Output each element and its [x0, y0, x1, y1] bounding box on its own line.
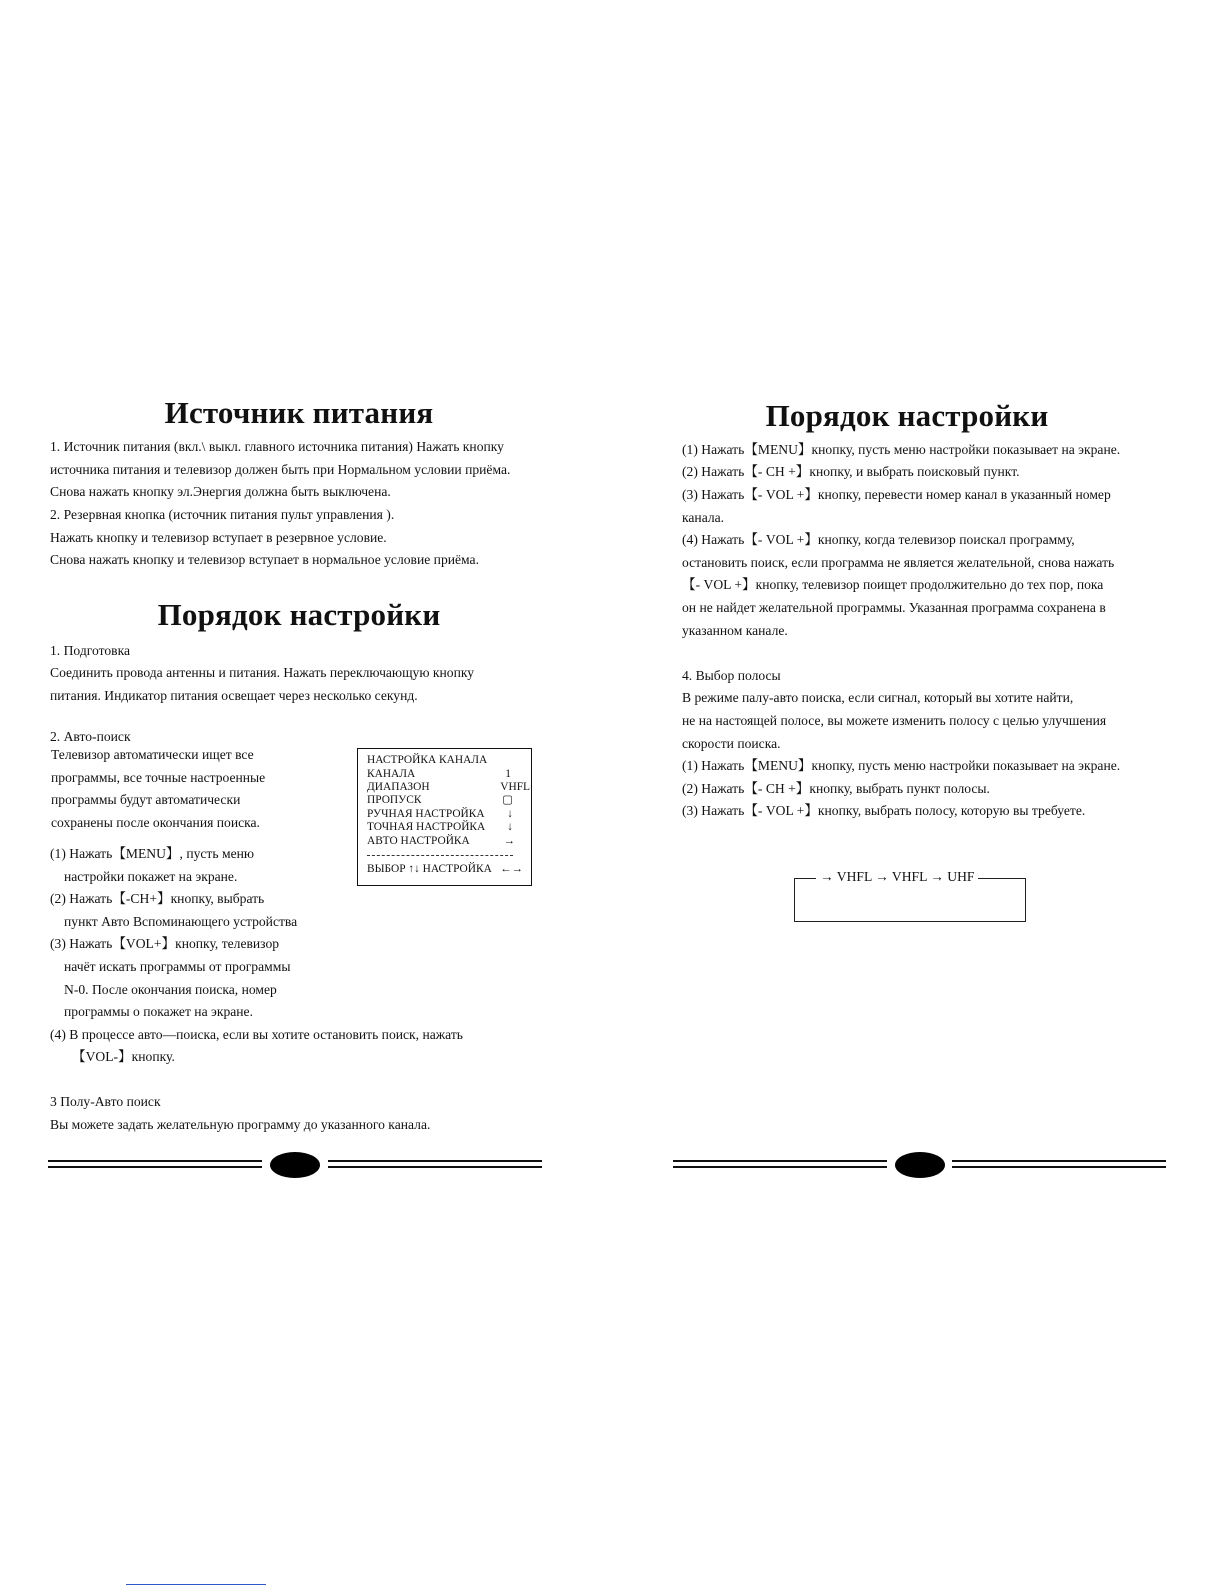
auto-heading: 2. Авто-поиск — [50, 729, 131, 744]
prep-line-1: 1. Подготовка — [50, 643, 130, 658]
setup-title-left: Порядок настройки — [157, 597, 441, 632]
footer-rule — [952, 1160, 1166, 1168]
menu-row-band — [367, 781, 530, 795]
band-desc-3: скорости поиска. — [682, 736, 781, 751]
band-cycle-label: → VHFL → VHFL → UHF — [816, 869, 978, 885]
footer-rule — [673, 1160, 887, 1168]
page-number-oval — [895, 1152, 945, 1178]
power-line-4: 2. Резервная кнопка (источник питания пульт управления ). — [50, 507, 395, 522]
step-a-4d: он не найдет желательной программы. Указанная программа сохранена в — [682, 600, 1106, 615]
menu-row-label: КАНАЛА — [367, 768, 416, 780]
power-line-1: 1. Источник питания (вкл.\ выкл. главного источника питания) Нажать кнопку — [50, 439, 504, 454]
arrow-down-icon: ↓ — [507, 808, 513, 820]
step-a-3b: канала. — [682, 510, 725, 525]
step-a-1: (1) Нажать【MENU】кнопку, пусть меню настройки показывает на экране. — [682, 442, 1121, 457]
semi-heading: 3 Полу-Авто поиск — [50, 1094, 161, 1109]
arrow-down-icon: ↓ — [507, 821, 513, 833]
step-a-4e: указанном канале. — [682, 623, 788, 638]
left-page — [0, 0, 612, 1585]
power-line-3: Снова нажать кнопку эл.Энергия должна быть выключена. — [50, 484, 391, 499]
arrow-right-icon: → — [503, 835, 515, 847]
power-line-5: Нажать кнопку и телевизор вступает в резервное условие. — [50, 530, 387, 545]
auto-desc-2: программы, все точные настроенные — [51, 770, 266, 785]
auto-step-3b: начёт искать программы от программы — [64, 959, 291, 974]
menu-row-manual — [367, 808, 527, 822]
menu-title: НАСТРОЙКА КАНАЛА — [367, 754, 488, 766]
page-number-oval — [270, 1152, 320, 1178]
footer-rule — [328, 1160, 542, 1168]
checkbox-icon: ▢ — [502, 794, 513, 806]
band-desc-1: В режиме палу-авто поиска, если сигнал, который вы хотите найти, — [682, 690, 1074, 705]
menu-row-auto — [367, 835, 527, 849]
step-b-3: (3) Нажать【- VOL +】кнопку, выбрать полосу, которую вы требуете. — [682, 803, 1086, 818]
semi-text: Вы можете задать желательную программу до указанного канала. — [50, 1117, 431, 1132]
auto-step-1b: настройки покажет на экране. — [64, 869, 238, 884]
menu-footer-label: ВЫБОР ↑↓ НАСТРОЙКА — [367, 863, 492, 875]
auto-step-3: (3) Нажать【VOL+】кнопку, телевизор — [50, 936, 280, 951]
arrow-left-right-icon: ←→ — [500, 863, 523, 875]
step-b-2: (2) Нажать【- CH +】кнопку, выбрать пункт полосы. — [682, 781, 990, 796]
menu-row-label: РУЧНАЯ НАСТРОЙКА — [367, 808, 485, 820]
channel-menu-illustration — [357, 748, 532, 886]
menu-row-skip — [367, 794, 527, 808]
footer-rule — [48, 1160, 262, 1168]
menu-row-label: АВТО НАСТРОЙКА — [367, 835, 470, 847]
right-page — [612, 0, 1225, 1585]
menu-row-channel — [367, 768, 527, 782]
auto-desc-1: Телевизор автоматически ищет все — [51, 747, 254, 762]
auto-step-2: (2) Нажать【-CH+】кнопку, выбрать — [50, 891, 265, 906]
prep-line-3: питания. Индикатор питания освещает через несколько секунд. — [50, 688, 418, 703]
step-a-4: (4) Нажать【- VOL +】кнопку, когда телевизор поискал программу, — [682, 532, 1075, 547]
step-a-4c: 【- VOL +】кнопку, телевизор поищет продолжительно до тех пор, пока — [682, 577, 1104, 592]
auto-step-2b: пункт Авто Вспоминающего устройства — [64, 914, 298, 929]
menu-row-label: ТОЧНАЯ НАСТРОЙКА — [367, 821, 486, 833]
menu-divider — [367, 855, 513, 856]
setup-title-right: Порядок настройки — [765, 398, 1049, 433]
auto-step-4b: 【VOL-】кнопку. — [72, 1049, 175, 1064]
power-title: Источник питания — [164, 395, 434, 430]
menu-footer-row — [367, 863, 527, 877]
menu-row-value: 1 — [505, 768, 511, 780]
band-desc-2: не на настоящей полосе, вы можете изменить полосу с целью улучшения — [682, 713, 1107, 728]
step-a-4b: остановить поиск, если программа не является желательной, снова нажать — [682, 555, 1115, 570]
menu-row-fine — [367, 821, 527, 835]
page-footer-right — [612, 1152, 1225, 1178]
step-a-2: (2) Нажать【- CH +】кнопку, и выбрать поисковый пункт. — [682, 464, 1020, 479]
auto-desc-4: сохранены после окончания поиска. — [51, 815, 260, 830]
auto-desc-3: программы будут автоматически — [51, 792, 241, 807]
auto-step-4: (4) В процессе авто—поиска, если вы хотите остановить поиск, нажать — [50, 1027, 463, 1042]
prep-line-2: Соединить провода антенны и питания. Нажать переключающую кнопку — [50, 665, 475, 680]
step-b-1: (1) Нажать【MENU】кнопку, пусть меню настройки показывает на экране. — [682, 758, 1121, 773]
page-footer-left — [0, 1152, 612, 1178]
menu-row-label: ДИАПАЗОН — [367, 781, 430, 793]
auto-step-1: (1) Нажать【MENU】, пусть меню — [50, 846, 255, 861]
band-heading: 4. Выбор полосы — [682, 668, 781, 683]
step-a-3: (3) Нажать【- VOL +】кнопку, перевести номер канал в указанный номер — [682, 487, 1111, 502]
power-line-2: источника питания и телевизор должен быть при Нормальном условии приёма. — [50, 462, 511, 477]
menu-row-label: ПРОПУСК — [367, 794, 422, 806]
auto-step-3c: N-0. После окончания поиска, номер — [64, 982, 277, 997]
menu-row-value: VHFL — [500, 781, 530, 793]
power-line-6: Снова нажать кнопку и телевизор вступает в нормальное условие приёма. — [50, 552, 479, 567]
menu-title-row — [367, 754, 527, 768]
auto-step-3d: программы о покажет на экране. — [64, 1004, 253, 1019]
